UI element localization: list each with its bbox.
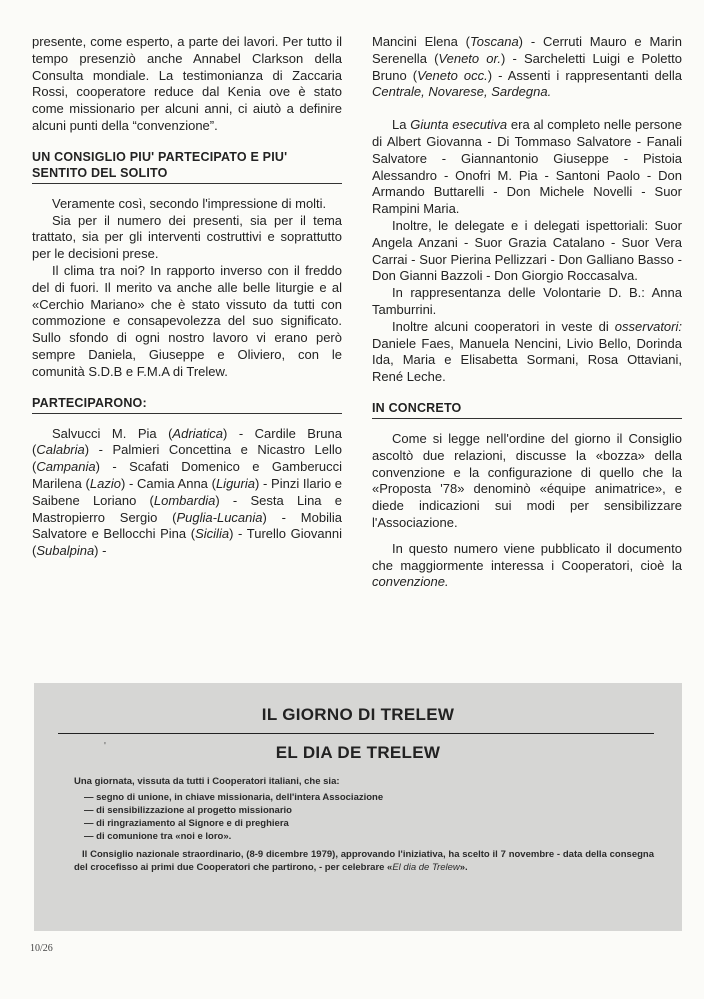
box-final-italic: El dia de Trelew: [392, 862, 460, 873]
box-body: [74, 775, 654, 874]
paragraph-veramente: Veramente così, secondo l'impressione di molti.: [52, 195, 327, 211]
italic-region: Giunta esecutiva: [410, 117, 508, 133]
italic-region: Liguria: [215, 475, 255, 491]
box-title-italian: IL GIORNO DI TRELEW: [261, 705, 455, 724]
italic-region: convenzione.: [372, 574, 449, 590]
page-number: 10/26: [30, 943, 53, 954]
participants-paragraph: Salvucci M. Pia (Adriatica) - Cardile Bruna (Calabria) - Palmieri Concettina e Nicastro Lello (Campania) - Scafati Domenico e Gamberucci Marilena (Lazio) - Camia Anna (Liguria) - Pinzi Ilario e Saibene Loriano (Lombardia) - Sesta Lina e Mastropierro Sergio (Puglia-Lucania) - Mobilia Salvatore e Bellocchi Pina (Sicilia) - Turello Giovanni (Subalpina) -: [32, 425, 343, 559]
box-divider: [58, 733, 654, 734]
box-final-end: ».: [459, 862, 468, 873]
section-heading-concreto: IN CONCRETO: [372, 400, 682, 419]
italic-region: Puglia-Lucania: [176, 509, 263, 525]
box-title-spanish: EL DIA DE TRELEW: [275, 743, 441, 762]
italic-region: Veneto occ.: [417, 67, 488, 83]
box-final-text: Il Consiglio nazionale straordinario, (8-9 dicembre 1979), approvando l'iniziativa, ha scelto il 7 novembre - data della consegna del crocefisso ai primi due Cooperatori che partirono, - per celebrare «: [74, 849, 654, 873]
section-heading-parteciparono: PARTECIPARONO:: [32, 395, 342, 414]
concreto-paragraph-2: In questo numero viene pubblicato il documento che maggiormente interessa i Cooperatori, cioè la convenzione.: [372, 540, 682, 590]
paragraph-clima: Il clima tra noi? In rapporto inverso con il freddo del di fuori. Il merito va anche alle belle liturgie e al «Cerchio Mariano» che è stato vissuto da tutti con commozione e consapevolezza del suo significato. Sullo sfondo di ogni nostro lavoro vi erano però sempre Daniela, Giuseppe e Oliviero, con le comunità S.D.B e F.M.A di Trelew.: [32, 262, 342, 379]
concreto-paragraph-1: Come si legge nell'ordine del giorno il Consiglio ascoltò due relazioni, discusse la «bozza» della convenzione e la configurazione di quello che la «Proposta '78» denominò «équipe animatrice», e diede indicazioni sui modi per sensibilizzare l'Associazione.: [372, 430, 682, 530]
italic-region: Centrale, Novarese, Sardegna.: [372, 84, 552, 100]
participants-continued: Mancini Elena (Toscana) - Cerruti Mauro e Marin Serenella (Veneto or.) - Sarcheletti Luigi e Poletto Bruno (Veneto occ.) - Assenti i rappresentanti della Centrale, Novarese, Sardegna.: [372, 34, 682, 100]
italic-region: osservatori:: [614, 318, 682, 334]
box-list-item: — di ringraziamento al Signore e di preghiera: [84, 818, 289, 829]
italic-region: Sicilia: [195, 526, 230, 542]
italic-region: Lazio: [89, 475, 121, 491]
italic-region: Campania: [36, 459, 96, 475]
left-column: [32, 34, 342, 560]
box-intro: Una giornata, vissuta da tutti i Cooperatori italiani, che sia:: [74, 776, 340, 787]
paragraph-numero: Sia per il numero dei presenti, sia per il tema trattato, sia per gli interventi costruttivi e soprattutto per le decisioni prese.: [32, 212, 342, 262]
trelew-box: [34, 683, 682, 931]
italic-region: Veneto or.: [438, 50, 501, 66]
giunta-paragraph: La Giunta esecutiva era al completo nelle persone di Albert Giovanna - Di Tommaso Salvatore - Fanali Salvatore - Giannantonio Giuseppe - Pistoia Alessandro - Onofri M. Pia - Santoni Paolo - Don Armando Buttarelli - Don Michele Novelli - Suor Rampini Maria.: [372, 117, 682, 217]
box-list-item: — di comunione tra «noi e loro».: [84, 831, 232, 842]
volontarie-paragraph: In rappresentanza delle Volontarie D. B.: Anna Tamburrini.: [372, 285, 682, 317]
italic-region: Toscana: [470, 34, 519, 49]
italic-region: Calabria: [36, 442, 85, 458]
italic-region: Adriatica: [172, 425, 223, 441]
intro-paragraph: presente, come esperto, a parte dei lavori. Per tutto il tempo presenziò anche Annabel Clarkson della Consulta mondiale. La testimonianza di Zaccaria Rossi, cooperatore reduce dal Kenia ove è stato come missionario per alcuni anni, ci aiutò a definire alcuni punti della “convenzione”.: [32, 34, 342, 133]
delegati-paragraph: Inoltre, le delegate e i delegati ispettoriali: Suor Angela Anzani - Suor Grazia Catalano - Suor Vera Carrai - Suor Pierina Pellizzari - Don Galliano Basso - Don Gianni Bazzoli - Don Giorgio Roccasalva.: [372, 217, 682, 284]
box-list-item: — di sensibilizzazione al progetto missionario: [84, 805, 292, 816]
right-column: [372, 34, 682, 591]
box-list-item: — segno di unione, in chiave missionaria, dell'intera Associazione: [84, 792, 384, 803]
box-list: [74, 791, 654, 843]
italic-region: Lombardia: [153, 492, 216, 508]
osservatori-paragraph: Inoltre alcuni cooperatori in veste di osservatori: Daniele Faes, Manuela Nencini, Livio Bello, Dorinda Ida, Maria e Elisabetta Sormani, Rosa Ottaviani, René Leche.: [372, 318, 682, 385]
section-heading-consiglio: UN CONSIGLIO PIU' PARTECIPATO E PIU' SENTITO DEL SOLITO: [32, 149, 342, 184]
box-mark: ': [104, 741, 106, 752]
box-final-paragraph: [74, 848, 654, 874]
italic-region: Subalpina: [36, 543, 95, 559]
